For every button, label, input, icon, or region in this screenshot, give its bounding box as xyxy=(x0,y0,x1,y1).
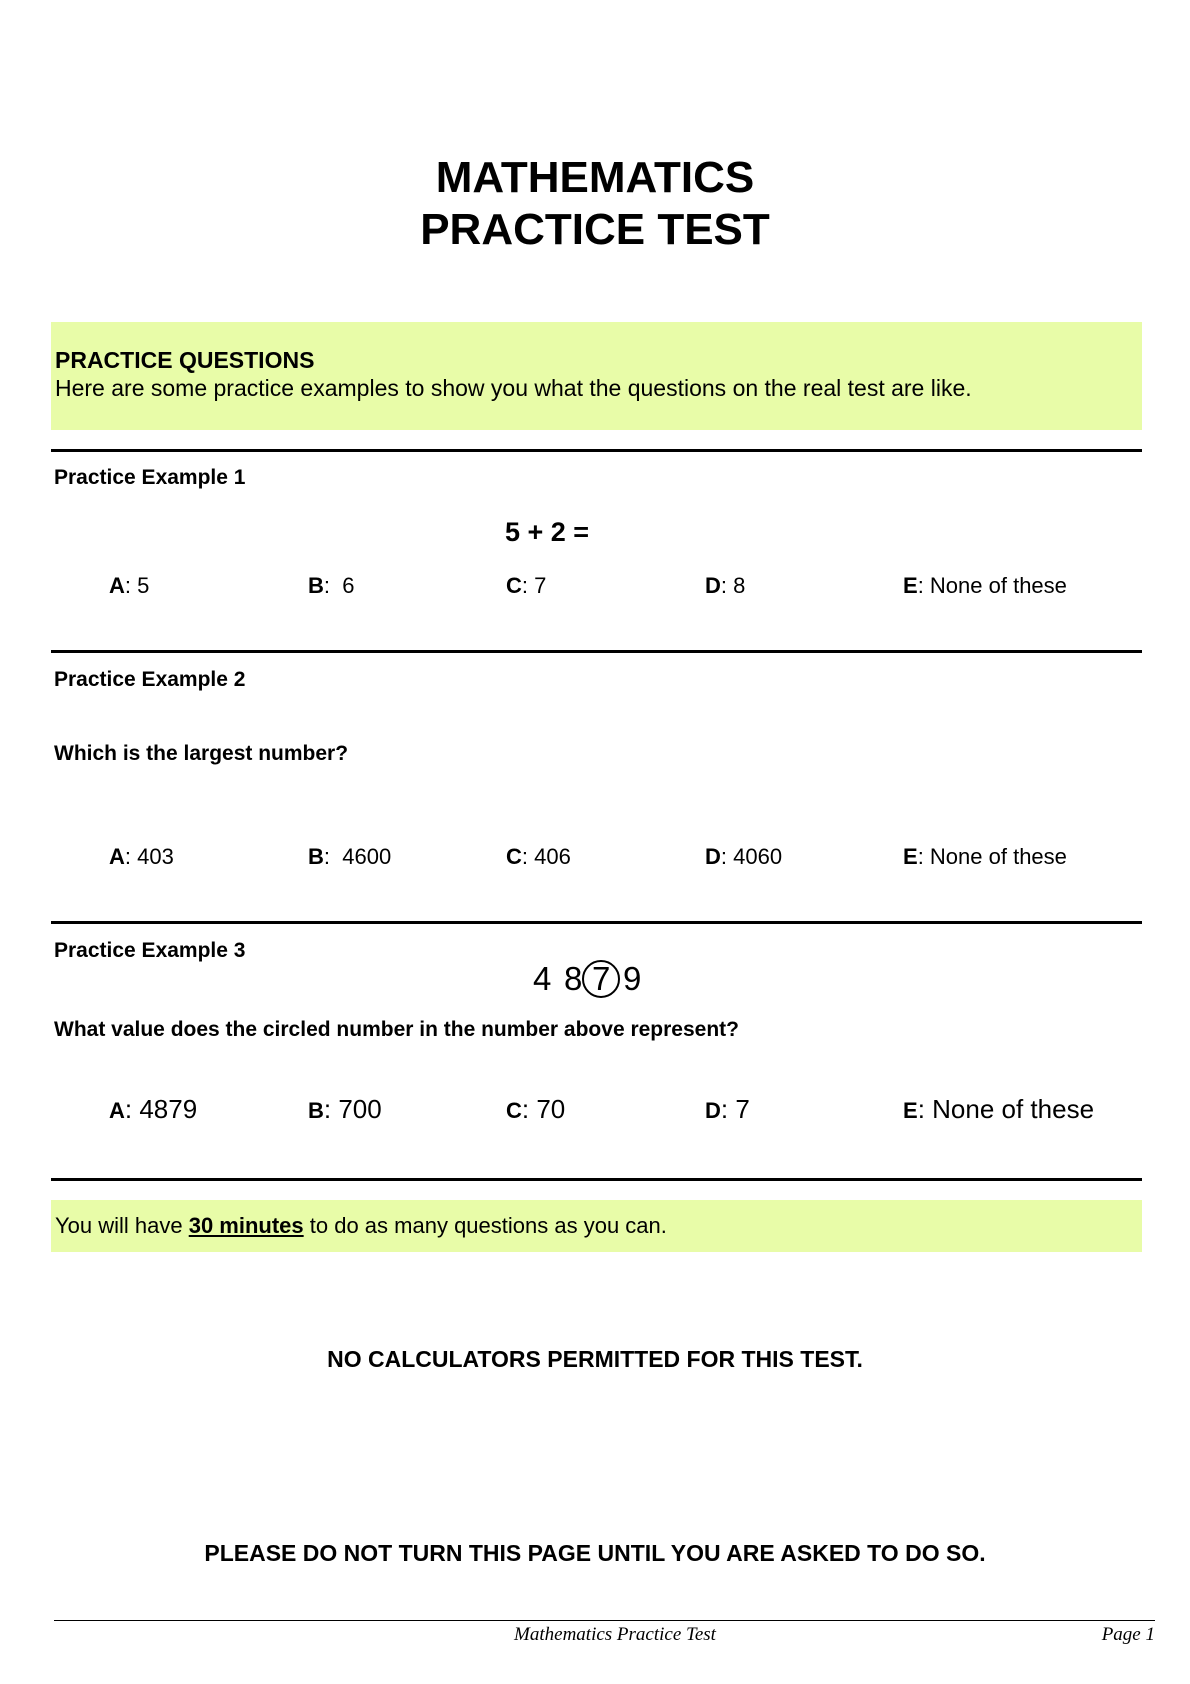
option-a[interactable] xyxy=(109,842,174,872)
option-value: None of these xyxy=(929,573,1067,598)
footer-title: Mathematics Practice Test xyxy=(514,1624,716,1645)
option-value: 7 xyxy=(534,573,547,598)
option-value: 4060 xyxy=(733,844,783,869)
page-title-line-1: MATHEMATICS xyxy=(435,153,755,202)
option-c[interactable] xyxy=(506,1094,565,1126)
option-b[interactable] xyxy=(308,571,354,601)
option-value: 4879 xyxy=(139,1094,198,1124)
practice-example-1-options xyxy=(0,571,1190,607)
practice-example-1-label: Practice Example 1 xyxy=(54,466,246,489)
option-separator: : xyxy=(917,844,930,869)
page-title xyxy=(0,152,1190,256)
option-letter: E xyxy=(903,844,918,869)
option-a[interactable] xyxy=(109,1094,197,1126)
do-not-turn-notice: PLEASE DO NOT TURN THIS PAGE UNTIL YOU ARE ASKED TO DO SO. xyxy=(204,1540,986,1566)
figure-digit-circled: 7 xyxy=(592,960,611,997)
section-divider xyxy=(51,650,1142,653)
option-letter: E xyxy=(903,573,918,598)
option-separator: : xyxy=(124,1094,140,1124)
option-letter: B xyxy=(308,1098,324,1123)
figure-digit: 9 xyxy=(623,960,642,997)
option-letter: A xyxy=(109,844,125,869)
option-separator: : xyxy=(124,573,138,598)
option-value: 7 xyxy=(735,1094,750,1124)
section-divider xyxy=(51,449,1142,452)
practice-example-3-options xyxy=(0,1094,1190,1130)
practice-example-3-question: What value does the circled number in the number above represent? xyxy=(54,1018,739,1041)
option-value: 8 xyxy=(733,573,746,598)
option-separator: : xyxy=(521,573,535,598)
option-letter: D xyxy=(705,844,721,869)
option-e[interactable] xyxy=(903,571,1067,601)
figure-digit: 4 xyxy=(533,960,552,997)
option-separator: : xyxy=(720,1094,736,1124)
time-notice-before: You will have xyxy=(55,1213,189,1238)
section-divider xyxy=(51,921,1142,924)
option-value: 6 xyxy=(342,573,355,598)
option-letter: D xyxy=(705,1098,721,1123)
time-notice-duration: 30 minutes xyxy=(188,1213,304,1238)
option-letter: C xyxy=(506,844,522,869)
practice-questions-box xyxy=(51,322,1142,430)
option-separator: : xyxy=(917,573,930,598)
option-separator: : xyxy=(124,844,138,869)
option-c[interactable] xyxy=(506,571,546,601)
practice-questions-heading: PRACTICE QUESTIONS xyxy=(55,347,315,373)
option-letter: C xyxy=(506,573,522,598)
footer-page-number: Page 1 xyxy=(1101,1624,1155,1645)
option-a[interactable] xyxy=(109,571,149,601)
option-separator: : xyxy=(323,844,343,869)
option-d[interactable] xyxy=(705,842,782,872)
option-letter: B xyxy=(308,573,324,598)
practice-example-1-equation: 5 + 2 = xyxy=(505,517,590,547)
section-divider xyxy=(51,1178,1142,1181)
option-value: None of these xyxy=(932,1094,1095,1124)
practice-example-2-question: Which is the largest number? xyxy=(54,742,349,765)
option-value: 403 xyxy=(137,844,174,869)
time-notice-box xyxy=(51,1200,1142,1252)
circled-number-figure xyxy=(530,956,670,1002)
option-value: 4600 xyxy=(342,844,392,869)
option-separator: : xyxy=(720,844,734,869)
option-value: 70 xyxy=(536,1094,566,1124)
option-b[interactable] xyxy=(308,1094,382,1126)
option-value: None of these xyxy=(929,844,1067,869)
option-d[interactable] xyxy=(705,571,745,601)
option-letter: D xyxy=(705,573,721,598)
option-c[interactable] xyxy=(506,842,571,872)
practice-example-2-label: Practice Example 2 xyxy=(54,668,246,691)
option-letter: B xyxy=(308,844,324,869)
option-letter: A xyxy=(109,573,125,598)
practice-example-2-options xyxy=(0,842,1190,878)
option-separator: : xyxy=(323,1094,339,1124)
option-letter: E xyxy=(903,1098,918,1123)
footer-divider xyxy=(54,1620,1155,1621)
option-e[interactable] xyxy=(903,842,1067,872)
option-separator: : xyxy=(521,844,535,869)
option-separator: : xyxy=(917,1094,933,1124)
option-separator: : xyxy=(323,573,343,598)
option-letter: C xyxy=(506,1098,522,1123)
option-value: 5 xyxy=(137,573,150,598)
figure-digit: 8 xyxy=(564,960,583,997)
option-value: 406 xyxy=(534,844,571,869)
option-separator: : xyxy=(720,573,734,598)
option-b[interactable] xyxy=(308,842,391,872)
time-notice-after: to do as many questions as you can. xyxy=(303,1213,667,1238)
calculator-notice: NO CALCULATORS PERMITTED FOR THIS TEST. xyxy=(327,1346,863,1372)
option-e[interactable] xyxy=(903,1094,1094,1126)
page-title-line-2: PRACTICE TEST xyxy=(420,205,770,254)
practice-questions-text: Here are some practice examples to show you what the questions on the real test are like. xyxy=(55,375,972,401)
option-letter: A xyxy=(109,1098,125,1123)
practice-example-3-label: Practice Example 3 xyxy=(54,939,246,962)
option-value: 700 xyxy=(338,1094,382,1124)
option-separator: : xyxy=(521,1094,537,1124)
option-d[interactable] xyxy=(705,1094,750,1126)
